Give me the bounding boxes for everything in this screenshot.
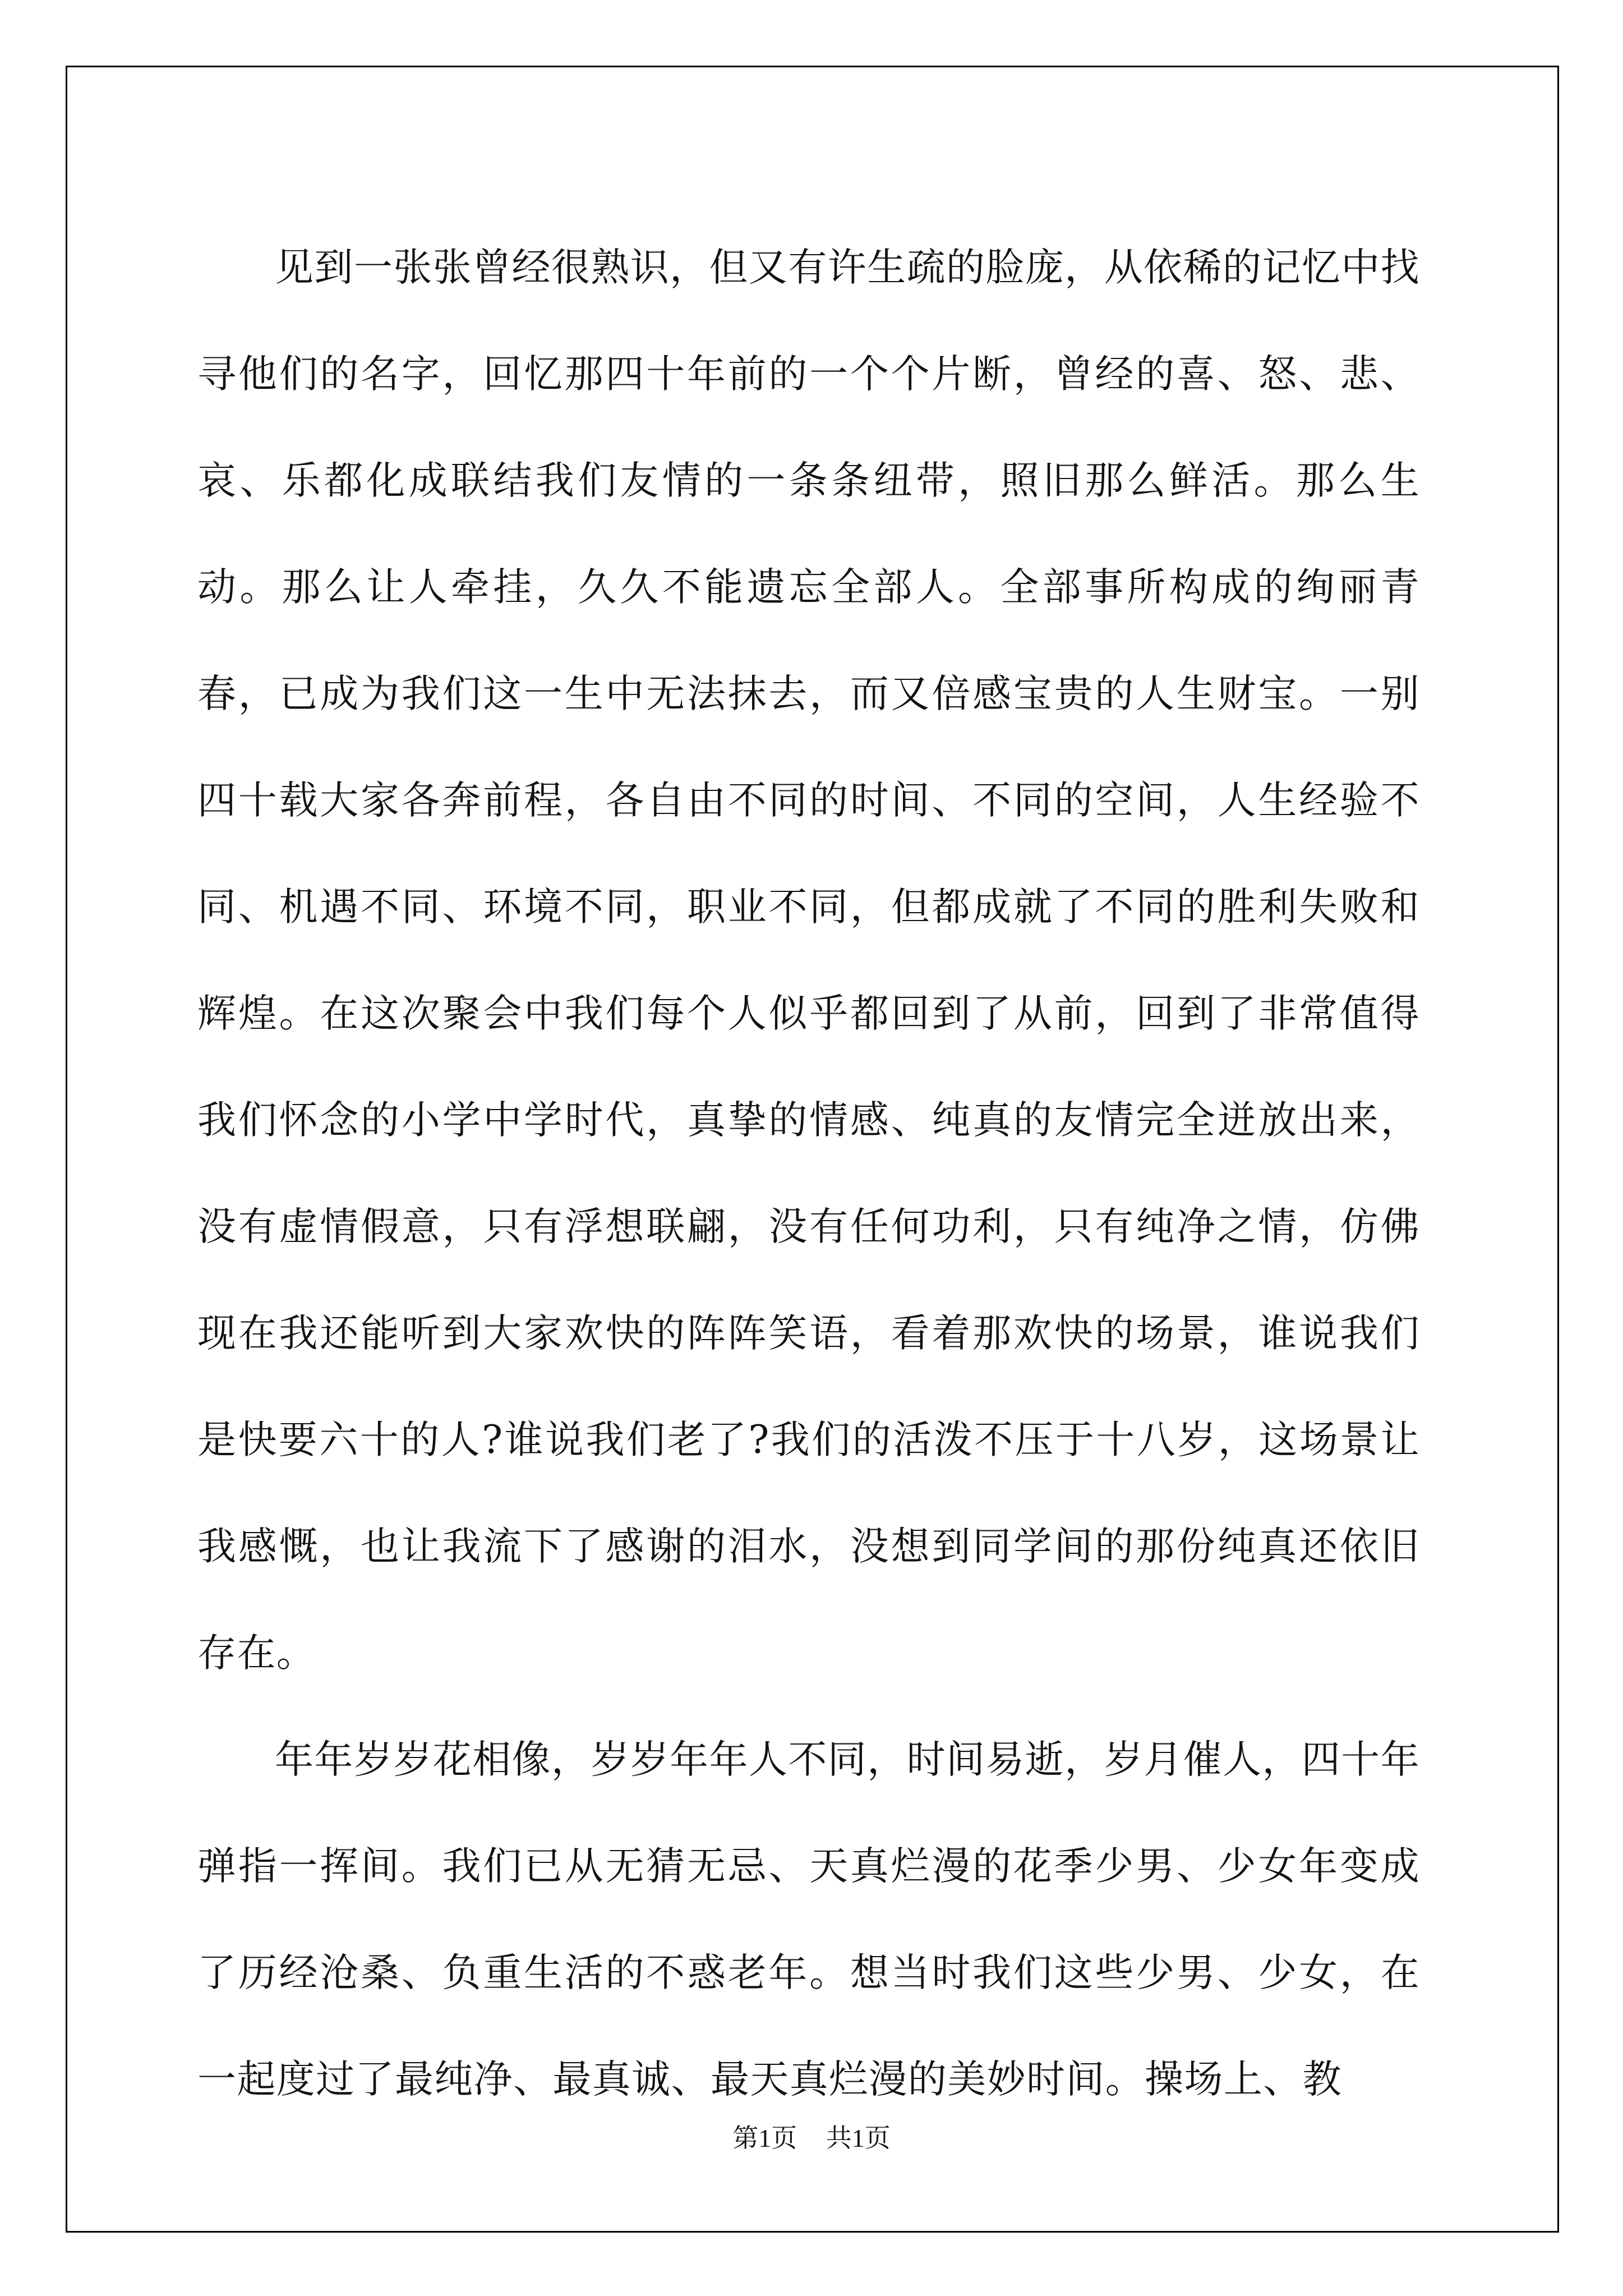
paragraph: 年年岁岁花相像，岁岁年年人不同，时间易逝，岁月催人，四十年弹指一挥间。我们已从无猜无忌、天真烂漫的花季少男、少女年变成了历经沧桑、负重生活的不惑老年。想当时我们这些少男、少女，在一起度过了最纯净、最真诚、最天真烂漫的美妙时间。操场上、教 bbox=[197, 1737, 1420, 2102]
page-number: 第1页 bbox=[732, 2124, 797, 2152]
page-footer bbox=[0, 2118, 1623, 2155]
document-body bbox=[197, 214, 1420, 2133]
paragraph: 见到一张张曾经很熟识，但又有许生疏的脸庞，从依稀的记忆中找寻他们的名字，回忆那四十年前的一个个片断，曾经的喜、怒、悲、哀、乐都化成联结我们友情的一条条纽带，照旧那么鲜活。那么生动。那么让人牵挂，久久不能遗忘全部人。全部事所构成的绚丽青春，已成为我们这一生中无法抹去，而又倍感宝贵的人生财宝。一别四十载大家各奔前程，各自由不同的时间、不同的空间，人生经验不同、机遇不同、环境不同，职业不同，但都成就了不同的胜利失败和辉煌。在这次聚会中我们每个人似乎都回到了从前，回到了非常值得我们怀念的小学中学时代，真挚的情感、纯真的友情完全迸放出来，没有虚情假意，只有浮想联翩，没有任何功利，只有纯净之情，仿佛现在我还能听到大家欢快的阵阵笑语，看着那欢快的场景，谁说我们是快要六十的人?谁说我们老了?我们的活泼不压于十八岁，这场景让我感慨，也让我流下了感谢的泪水，没想到同学间的那份纯真还依旧存在。 bbox=[197, 245, 1420, 1676]
page-total: 共1页 bbox=[826, 2124, 891, 2152]
